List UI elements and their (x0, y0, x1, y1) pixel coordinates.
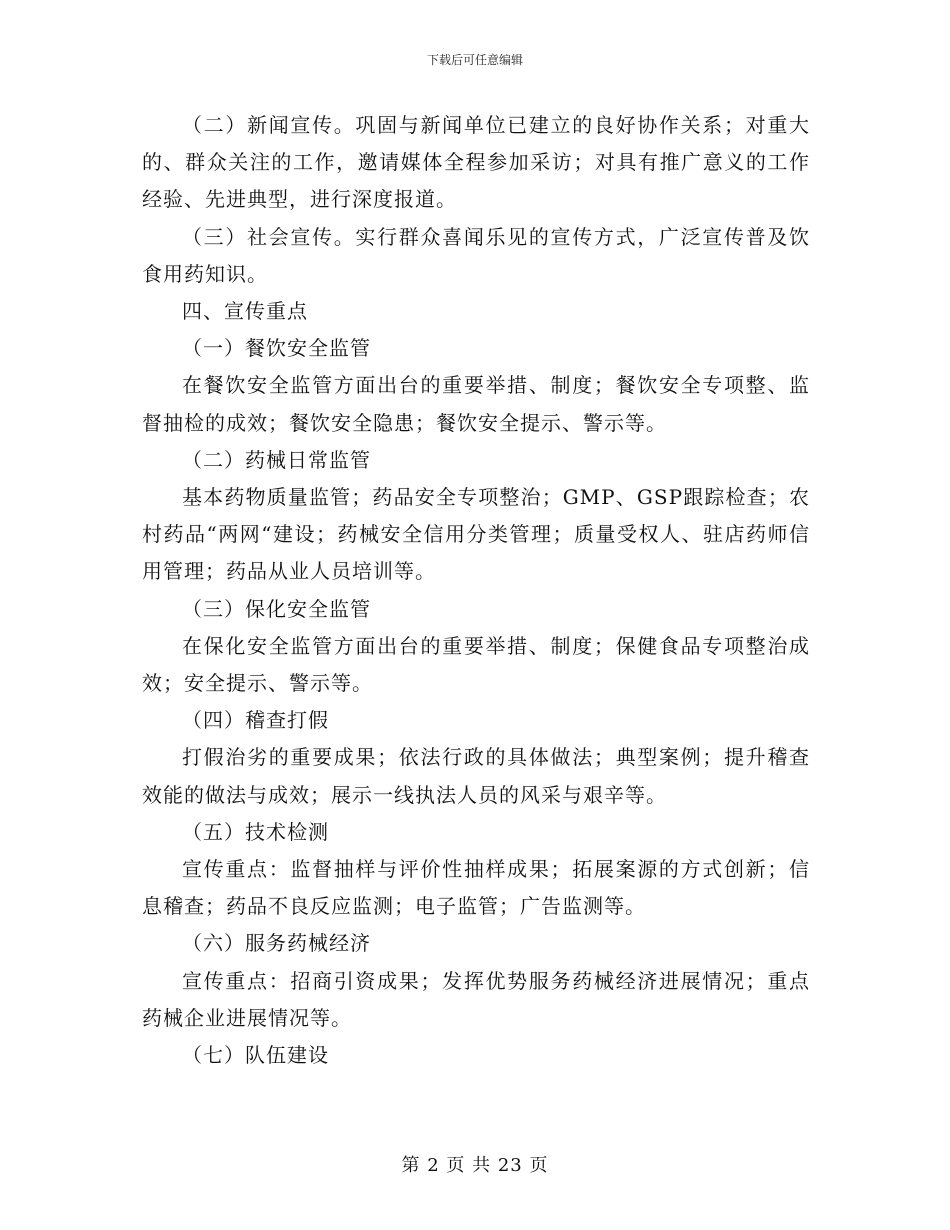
subsection-heading: （二）药械日常监管 (182, 447, 371, 472)
subsection-heading: （四）稽查打假 (182, 708, 329, 733)
subsection-heading: （一）餐饮安全监管 (182, 336, 371, 361)
paragraph: 打假治劣的重要成果；依法行政的具体做法；典型案例；提升稽查效能的做法与成效；展示一线执法人员的风采与艰辛等。 (142, 745, 810, 807)
paragraph: 宣传重点：招商引资成果；发挥优势服务药械经济进展情况；重点药械企业进展情况等。 (142, 968, 810, 1030)
paragraph: 在餐饮安全监管方面出台的重要举措、制度；餐饮安全专项整、监督抽检的成效；餐饮安全隐患；餐饮安全提示、警示等。 (142, 373, 810, 435)
subsection-heading: （三）保化安全监管 (182, 596, 371, 621)
page-header: 下载后可任意编辑 (426, 53, 523, 67)
paragraph: 宣传重点：监督抽样与评价性抽样成果；拓展案源的方式创新；信息稽查；药品不良反应监测；电子监管；广告监测等。 (142, 857, 810, 919)
section-heading: 四、宣传重点 (182, 299, 308, 324)
subsection-heading: （七）队伍建设 (182, 1043, 329, 1068)
subsection-heading: （六）服务药械经济 (182, 931, 371, 956)
paragraph: （二）新闻宣传。巩固与新闻单位已建立的良好协作关系；对重大的、群众关注的工作，邀请媒体全程参加采访；对具有推广意义的工作经验、先进典型，进行深度报道。 (142, 113, 810, 212)
paragraph: （三）社会宣传。实行群众喜闻乐见的宣传方式，广泛宣传普及饮食用药知识。 (142, 224, 810, 286)
document-body (142, 107, 810, 1074)
page-number-footer: 第 2 页 共 23 页 (401, 1155, 549, 1176)
paragraph: 在保化安全监管方面出台的重要举措、制度；保健食品专项整治成效；安全提示、警示等。 (142, 633, 810, 696)
paragraph: 基本药物质量监管；药品安全专项整治；GMP、GSP跟踪检查；农村药品“两网“建设；药械安全信用分类管理；质量受权人、驻店药师信用管理；药品从业人员培训等。 (142, 485, 810, 584)
subsection-heading: （五）技术检测 (182, 819, 329, 844)
